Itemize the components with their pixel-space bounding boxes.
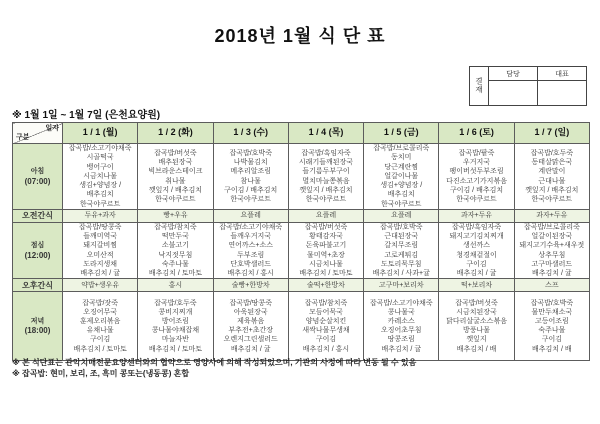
menu-item: 땅콩조림 [387, 336, 415, 344]
menu-item: 오징어초무침 [380, 327, 422, 335]
row-breakfast [13, 144, 590, 210]
menu-item: 팽이버섯두부조림 [449, 168, 504, 176]
row-label-dinner [13, 292, 63, 361]
menu-item: 들깨미역국 [83, 233, 118, 241]
approval-stamp-text: 결재 [474, 76, 484, 94]
menu-item: 배추김치 / 배 [456, 345, 497, 353]
pm-snack-day6-cell: 떡+보리차 [439, 279, 514, 292]
approval-signature-cell-daepyo [538, 81, 587, 106]
approval-box [469, 66, 587, 106]
menu-item: 배추김치 / 귤 [532, 270, 572, 278]
row-label-time: (18:00) [24, 326, 51, 336]
menu-item: 훈제오리볶음 [79, 318, 121, 326]
menu-item: 물미역+초장 [307, 251, 345, 259]
row-label-am-snack [13, 210, 63, 223]
date-header-5: 1 / 5 (금) [364, 123, 439, 144]
menu-item: 상추무침 [538, 251, 566, 259]
row-label-time: (07:00) [24, 176, 51, 186]
row-label-breakfast [13, 144, 63, 210]
menu-item: 잡곡밥/호두죽 [530, 149, 574, 157]
menu-item: 물만두채소국 [531, 308, 573, 316]
menu-item: 잡곡밥/버섯죽 [304, 224, 348, 231]
date-header-row [13, 123, 590, 144]
menu-item: 한국야쿠르트 [79, 200, 121, 208]
approval-col-damdang: 담당 [489, 67, 538, 81]
date-header-6: 1 / 6 (토) [439, 123, 514, 144]
menu-item: 배추김치 / 홍시 [302, 345, 350, 353]
menu-item: 빅브라운스테이크 [148, 168, 203, 176]
menu-item: 얼갈이나물 [384, 172, 419, 180]
menu-item: 양념순살치킨 [305, 318, 347, 326]
menu-item: 배추김치 [86, 191, 114, 199]
menu-item: 두부조림 [237, 251, 265, 259]
menu-item: 생김+양념장 / [79, 182, 122, 190]
menu-item: 단호박샐러드 [230, 260, 271, 268]
menu-item: 소불고기 [161, 242, 189, 250]
menu-item: 한국야쿠르트 [456, 195, 497, 203]
menu-item: 생김+양념장 / [380, 182, 423, 190]
menu-item: 오미산적 [86, 251, 114, 259]
menu-table-body [13, 123, 590, 361]
pm-snack-day1-cell: 약밥+생우유 [63, 279, 138, 292]
corner-top-label: 일자 [45, 125, 59, 132]
menu-item: 잡곡밥/소고기야채죽 [219, 224, 283, 231]
menu-item: 배추김치 / 홍시 [227, 270, 274, 278]
menu-item: 배추김치 / 귤 [381, 345, 422, 353]
row-label-text: 점심 [30, 242, 45, 250]
menu-item: 잡곡밥/호두죽 [154, 299, 197, 307]
menu-item: 구이김 [541, 336, 562, 344]
menu-item: 배추김치 / 귤 [230, 345, 271, 353]
footnotes [12, 357, 592, 379]
menu-item: 배추된장국 [158, 159, 193, 167]
menu-item: 연어까스+소스 [228, 242, 274, 250]
dinner-day4-cell [288, 292, 363, 361]
corner-cell [13, 123, 63, 144]
menu-item: 방풍나물 [463, 327, 491, 335]
menu-item: 숙주나물 [161, 260, 189, 268]
menu-item: 떡만두국 [161, 233, 189, 241]
am-snack-day4-cell: 요플레 [288, 210, 363, 223]
menu-item: 배추김치 / 토마토 [148, 345, 202, 353]
menu-item: 깻잎지 / 배추김치 [299, 186, 353, 194]
am-snack-day2-cell: 빵+우유 [138, 210, 213, 223]
menu-item: 동태살맑은국 [531, 159, 573, 167]
pm-snack-day2-cell: 홍시 [138, 279, 213, 292]
lunch-day4-cell [288, 223, 363, 279]
breakfast-day3-cell [213, 144, 288, 210]
footnote-source: ※ 본 식단표는 관악치매전문요양센터와의 협약으로 영양사에 의해 작성되었으며, 기관의 사정에 따라 변동 될 수 있음 [12, 358, 417, 367]
lunch-day5-cell [364, 223, 439, 279]
menu-item: 구이김 [466, 260, 487, 268]
menu-item: 구이김 [89, 336, 111, 344]
approval-col-daepyo: 대표 [538, 67, 587, 81]
corner-bottom-label: 구분 [16, 133, 30, 141]
dinner-day7-cell [514, 292, 589, 361]
menu-item: 시금치나물 [83, 172, 118, 180]
menu-item: 돼지고기수육+새우젓 [519, 242, 585, 250]
menu-item: 한국야쿠르트 [531, 195, 573, 203]
menu-item: 동치미 [391, 154, 412, 162]
menu-item: 잡곡밥/참치죽 [304, 299, 348, 307]
dinner-day6-cell [439, 292, 514, 361]
lunch-day6-cell [439, 223, 514, 279]
breakfast-day5-cell [364, 144, 439, 210]
dinner-day3-cell [213, 292, 288, 361]
date-header-1: 1 / 1 (월) [63, 123, 138, 144]
menu-item: 시골떡국 [86, 154, 114, 162]
menu-item: 도토리묵무침 [380, 260, 422, 268]
date-header-4: 1 / 4 (목) [288, 123, 363, 144]
menu-item: 깻잎지 / 배추김치 [525, 186, 579, 194]
pm-snack-day4-cell: 술떡+한방차 [288, 279, 363, 292]
menu-item: 잡곡밥/소고기야채죽 [369, 299, 433, 307]
menu-item: 청경채겉절이 [456, 251, 497, 259]
menu-item: 잡곡밥/팥죽 [458, 149, 495, 157]
menu-item: 근대된장국 [384, 233, 419, 241]
date-header-2: 1 / 2 (화) [138, 123, 213, 144]
menu-item: 잡곡밥/버섯죽 [154, 149, 197, 157]
menu-item: 잡곡밥/버섯죽 [455, 299, 498, 307]
row-label-pm-snack [13, 279, 63, 292]
menu-item: 한국야쿠르트 [155, 195, 196, 203]
am-snack-day3-cell: 요플레 [213, 210, 288, 223]
menu-item: 잡곡밥/참치죽 [154, 224, 197, 231]
menu-item: 계란말이 [538, 168, 566, 176]
am-snack-day5-cell: 요플레 [364, 210, 439, 223]
menu-item: 한국야쿠르트 [230, 195, 271, 203]
menu-item: 메추리알조림 [230, 168, 271, 176]
menu-item: 콩나물야채잡채 [151, 327, 200, 335]
menu-item: 깻잎지 / 배추김치 [148, 186, 202, 194]
page-title: 2018년 1월 식 단 표 [214, 26, 386, 46]
menu-item: 멸치마늘쫑볶음 [302, 177, 350, 185]
menu-item: 시금치된장국 [456, 308, 497, 316]
menu-item: 근대나물 [538, 177, 566, 185]
dinner-day1-cell [63, 292, 138, 361]
menu-item: 잡곡밥/흑임자죽 [301, 149, 351, 157]
menu-item: 숙주나물 [538, 327, 566, 335]
lunch-day1-cell [63, 223, 138, 279]
menu-item: 구이김 / 배추김치 [224, 186, 278, 194]
menu-item: 깻잎지 [466, 336, 487, 344]
date-header-7: 1 / 7 (일) [514, 123, 589, 144]
breakfast-day1-cell [63, 144, 138, 210]
pm-snack-day3-cell: 술빵+한방차 [213, 279, 288, 292]
menu-item: 오렌지그린샐러드 [223, 336, 278, 344]
menu-item: 콩나물국 [387, 308, 415, 316]
menu-item: 배추김치 / 토마토 [299, 270, 353, 278]
footnote-grain-mix: ※ 잡곡밥: 현미, 보리, 조, 흑미 콩또는(냉동콩) 혼합 [12, 369, 190, 378]
menu-item: 잡곡밥/호박죽 [530, 299, 574, 307]
menu-item: 새싹나물무생채 [302, 327, 350, 335]
menu-item: 고등어조림 [534, 318, 569, 326]
menu-item: 배추김치 / 토마토 [73, 345, 127, 353]
menu-item: 배추김치 [387, 191, 415, 199]
menu-item: 제육볶음 [237, 318, 265, 326]
menu-item: 구이김 [315, 336, 337, 344]
menu-item: 배추김치 / 배 [532, 345, 572, 353]
breakfast-day2-cell [138, 144, 213, 210]
pm-snack-day5-cell: 고구마+보리차 [364, 279, 439, 292]
am-snack-day7-cell: 과자+두유 [514, 210, 589, 223]
pm-snack-day7-cell: 스프 [514, 279, 589, 292]
lunch-day7-cell [514, 223, 589, 279]
menu-item: 돼지고기김치찌개 [449, 233, 504, 241]
menu-item: 돼지갈비찜 [83, 242, 118, 250]
dinner-day5-cell [364, 292, 439, 361]
menu-item: 뱅어구이 [86, 163, 114, 171]
menu-item: 잡곡밥/브로콜리죽 [523, 224, 580, 231]
breakfast-day6-cell [439, 144, 514, 210]
menu-item: 모듬어묵국 [309, 308, 343, 316]
menu-item: 갈치무조림 [384, 242, 419, 250]
menu-item: 고로케튀김 [384, 251, 419, 259]
menu-item: 다진소고기가지볶음 [446, 177, 507, 185]
menu-item: 우거지국 [463, 159, 491, 167]
menu-item: 배추김치 / 귤 [80, 270, 120, 278]
menu-item: 나박물김치 [233, 159, 268, 167]
row-label-text: 아침 [30, 168, 45, 176]
menu-table [12, 122, 590, 361]
breakfast-day7-cell [514, 144, 589, 210]
approval-signature-cell-damdang [489, 81, 538, 106]
menu-item: 잡곡밥/잣죽 [82, 299, 119, 307]
menu-item: 한국야쿠르트 [380, 200, 422, 208]
menu-item: 얼갈이된장국 [531, 233, 573, 241]
menu-item: 황태감자국 [309, 233, 343, 241]
menu-item: 들깨우거지국 [230, 233, 271, 241]
menu-item: 배추김치 / 토마토 [148, 270, 202, 278]
menu-item: 배추김치 / 사과+귤 [372, 270, 430, 278]
menu-item: 시래기들깨된장국 [298, 159, 354, 167]
row-lunch [13, 223, 590, 279]
menu-item: 오징어무국 [83, 308, 118, 316]
menu-item: 구이김 / 배추김치 [449, 186, 504, 194]
lunch-day3-cell [213, 223, 288, 279]
menu-item: 도라지생채 [83, 260, 118, 268]
menu-item: 잡곡밥/흑임자죽 [451, 224, 502, 231]
row-dinner [13, 292, 590, 361]
row-label-text: 오후간식 [22, 280, 53, 290]
menu-item: 들기름두부구이 [302, 168, 350, 176]
menu-item: 낙지젓무침 [158, 251, 193, 259]
menu-item: 잡곡밥/땅콩죽 [78, 224, 122, 231]
row-label-text: 저녁 [30, 318, 45, 326]
menu-item: 잡곡밥/호박죽 [380, 224, 423, 231]
menu-item: 배추김치 / 귤 [456, 270, 497, 278]
menu-item: 시금치나물 [309, 260, 343, 268]
row-label-time: (12:00) [24, 250, 51, 260]
menu-item: 부추전+초간장 [228, 327, 274, 335]
menu-item: 취나물 [165, 177, 186, 185]
menu-item: 카레소스 [387, 318, 415, 326]
menu-item: 콩비지찌개 [158, 308, 193, 316]
row-am-snack [13, 210, 590, 223]
menu-item: 잡곡밥/브로콜리죽 [373, 145, 430, 153]
date-header-3: 1 / 3 (수) [213, 123, 288, 144]
row-label-text: 오전간식 [22, 211, 53, 221]
menu-item: 잡곡밥/땅콩죽 [229, 299, 272, 307]
menu-item: 당근계란찜 [384, 163, 419, 171]
menu-item: 마늘자반 [161, 336, 189, 344]
menu-item: 잡곡밥/소고기야채죽 [68, 145, 132, 153]
menu-item: 고구마샐러드 [531, 260, 573, 268]
menu-item: 아욱된장국 [233, 308, 268, 316]
menu-item: 닭다리살굴소스볶음 [446, 318, 507, 326]
menu-item: 유채나물 [86, 327, 114, 335]
menu-item: 한국야쿠르트 [305, 195, 347, 203]
row-pm-snack [13, 279, 590, 292]
dinner-day2-cell [138, 292, 213, 361]
approval-stamp-label [470, 67, 489, 106]
menu-item: 참나물 [240, 177, 261, 185]
week-range-subtitle: ※ 1월 1일 ~ 1월 7일 (은천요양원) [12, 110, 161, 121]
menu-item: 생선까스 [463, 242, 491, 250]
lunch-day2-cell [138, 223, 213, 279]
row-label-lunch [13, 223, 63, 279]
breakfast-day4-cell [288, 144, 363, 210]
am-snack-day1-cell: 두유+과자 [63, 210, 138, 223]
menu-item: 잡곡밥/호박죽 [229, 149, 272, 157]
menu-item: 돈육파불고기 [305, 242, 347, 250]
menu-item: 방어조림 [161, 318, 189, 326]
am-snack-day6-cell: 과자+두유 [439, 210, 514, 223]
